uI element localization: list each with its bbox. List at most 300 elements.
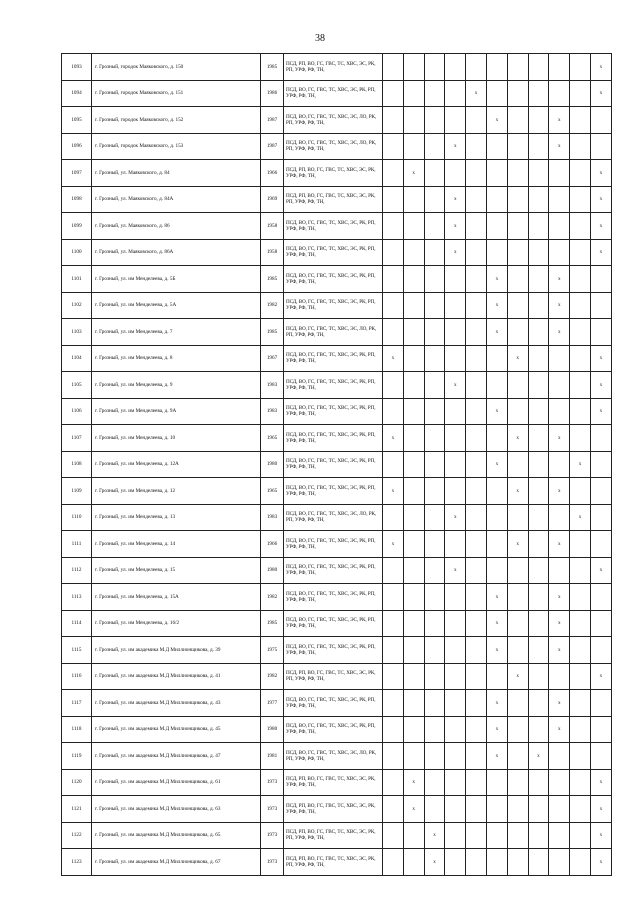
mark-cell [570, 690, 591, 717]
mark-cell [403, 319, 424, 346]
mark-cell: x [549, 133, 570, 160]
mark-cell [507, 239, 528, 266]
mark-cell [486, 557, 507, 584]
row-number-cell: 1120 [62, 769, 92, 796]
mark-cell [507, 160, 528, 187]
table-row [62, 107, 612, 134]
year-cell: 1981 [261, 743, 284, 770]
mark-cell [403, 504, 424, 531]
address-cell: г. Грозный, ул. им Менделеева, д. 13 [92, 504, 261, 531]
mark-cell: x [403, 796, 424, 823]
mark-cell: x [383, 425, 404, 452]
mark-cell [486, 239, 507, 266]
mark-cell [549, 213, 570, 240]
mark-cell [507, 690, 528, 717]
mark-cell [507, 266, 528, 293]
address-cell: г. Грозный, ул. им академика М.Д Миллионщикова, д. 65 [92, 822, 261, 849]
mark-cell [570, 319, 591, 346]
address-cell: г. Грозный, ул. им академика М.Д Миллионщикова, д. 63 [92, 796, 261, 823]
mark-cell [570, 610, 591, 637]
mark-cell [528, 663, 549, 690]
mark-cell [466, 796, 487, 823]
mark-cell [570, 107, 591, 134]
mark-cell [424, 610, 445, 637]
mark-cell: x [570, 451, 591, 478]
mark-cell: x [445, 504, 466, 531]
mark-cell [424, 796, 445, 823]
mark-cell: x [445, 186, 466, 213]
year-cell: 1958 [261, 239, 284, 266]
mark-cell [570, 239, 591, 266]
mark-cell [528, 531, 549, 558]
mark-cell [549, 557, 570, 584]
mark-cell [486, 663, 507, 690]
mark-cell: x [549, 266, 570, 293]
mark-cell [507, 292, 528, 319]
mark-cell [445, 743, 466, 770]
mark-cell [424, 266, 445, 293]
mark-cell [383, 107, 404, 134]
mark-cell [486, 531, 507, 558]
year-cell: 1983 [261, 504, 284, 531]
mark-cell [466, 186, 487, 213]
mark-cell [445, 319, 466, 346]
mark-cell [570, 769, 591, 796]
mark-cell [383, 398, 404, 425]
row-number-cell: 1117 [62, 690, 92, 717]
mark-cell [383, 796, 404, 823]
table-row [62, 133, 612, 160]
address-cell: г. Грозный, ул. им академика М.Д Миллионщикова, д. 45 [92, 716, 261, 743]
works-list-cell: ПСД, ВО, ГС, ГВС, ТС, ХВС, ЭС, РК, РП, УРФ, РФ, ТН, [284, 425, 383, 452]
works-list-cell: ПСД, ВО, ГС, ГВС, ТС, ХВС, ЭС, РК, РП, УРФ, РФ, ТН, [284, 372, 383, 399]
row-number-cell: 1100 [62, 239, 92, 266]
mark-cell: x [590, 372, 611, 399]
year-cell: 1975 [261, 637, 284, 664]
housing-works-table [61, 53, 612, 876]
address-cell: г. Грозный, городок Маяковского, д. 150 [92, 54, 261, 81]
mark-cell [383, 54, 404, 81]
works-list-cell: ПСД, ВО, ГС, ГВС, ТС, ХВС, ЭС, ЛО, РК, РП, УРФ, РФ, ТН, [284, 743, 383, 770]
mark-cell [528, 849, 549, 876]
mark-cell [466, 398, 487, 425]
mark-cell [403, 663, 424, 690]
mark-cell [570, 372, 591, 399]
mark-cell [570, 80, 591, 107]
row-number-cell: 1123 [62, 849, 92, 876]
mark-cell [549, 769, 570, 796]
table-row [62, 663, 612, 690]
mark-cell [528, 80, 549, 107]
mark-cell [403, 292, 424, 319]
mark-cell [383, 716, 404, 743]
year-cell: 1973 [261, 849, 284, 876]
year-cell: 1966 [261, 531, 284, 558]
table-row [62, 796, 612, 823]
address-cell: г. Грозный, ул. им Менделеева, д. 10 [92, 425, 261, 452]
mark-cell: x [403, 160, 424, 187]
year-cell: 1973 [261, 769, 284, 796]
mark-cell [466, 584, 487, 611]
mark-cell [424, 160, 445, 187]
mark-cell [403, 822, 424, 849]
table-row [62, 504, 612, 531]
mark-cell [383, 822, 404, 849]
mark-cell [466, 769, 487, 796]
mark-cell [445, 637, 466, 664]
mark-cell [424, 531, 445, 558]
mark-cell [507, 557, 528, 584]
mark-cell [466, 504, 487, 531]
row-number-cell: 1121 [62, 796, 92, 823]
mark-cell [590, 743, 611, 770]
address-cell: г. Грозный, ул. им академика М.Д Миллионщикова, д. 39 [92, 637, 261, 664]
mark-cell [590, 637, 611, 664]
year-cell: 1985 [261, 266, 284, 293]
year-cell: 1982 [261, 584, 284, 611]
mark-cell [528, 504, 549, 531]
mark-cell [383, 213, 404, 240]
mark-cell [570, 584, 591, 611]
mark-cell [570, 266, 591, 293]
address-cell: г. Грозный, ул. Маяковского, д. 86А [92, 239, 261, 266]
mark-cell [507, 54, 528, 81]
year-cell: 1985 [261, 54, 284, 81]
mark-cell [403, 372, 424, 399]
mark-cell [528, 451, 549, 478]
mark-cell [424, 716, 445, 743]
mark-cell: x [507, 478, 528, 505]
mark-cell [570, 398, 591, 425]
table-row [62, 160, 612, 187]
mark-cell [383, 266, 404, 293]
mark-cell: x [424, 849, 445, 876]
table-row [62, 266, 612, 293]
mark-cell [590, 266, 611, 293]
mark-cell [528, 345, 549, 372]
mark-cell [403, 478, 424, 505]
mark-cell [549, 822, 570, 849]
mark-cell [466, 319, 487, 346]
mark-cell [445, 54, 466, 81]
mark-cell [528, 54, 549, 81]
mark-cell [424, 743, 445, 770]
works-list-cell: ПСД, РП, ВО, ГС, ГВС, ТС, ХВС, ЭС, РК, РП, УРФ, РФ, ТН, [284, 822, 383, 849]
mark-cell [570, 425, 591, 452]
mark-cell [424, 372, 445, 399]
mark-cell [424, 133, 445, 160]
address-cell: г. Грозный, ул. Маяковского, д. 84А [92, 186, 261, 213]
table-row [62, 716, 612, 743]
mark-cell [403, 80, 424, 107]
mark-cell [528, 478, 549, 505]
row-number-cell: 1105 [62, 372, 92, 399]
row-number-cell: 1094 [62, 80, 92, 107]
mark-cell: x [486, 266, 507, 293]
address-cell: г. Грозный, ул. им академика М.Д Миллионщикова, д. 41 [92, 663, 261, 690]
mark-cell: x [445, 557, 466, 584]
mark-cell: x [590, 796, 611, 823]
year-cell: 1983 [261, 372, 284, 399]
mark-cell [466, 107, 487, 134]
mark-cell [549, 398, 570, 425]
mark-cell [528, 610, 549, 637]
works-list-cell: ПСД, РП, ВО, ГС, ГВС, ТС, ХВС, ЭС, РК, РП, УРФ, РФ, ТН, [284, 54, 383, 81]
works-list-cell: ПСД, ВО, ГС, ГВС, ТС, ХВС, ЭС, ЛО, РК, РП, УРФ, РФ, ТН, [284, 504, 383, 531]
mark-cell [466, 266, 487, 293]
year-cell: 1987 [261, 107, 284, 134]
table-row [62, 769, 612, 796]
mark-cell [549, 796, 570, 823]
mark-cell [590, 107, 611, 134]
mark-cell [549, 239, 570, 266]
mark-cell [403, 133, 424, 160]
address-cell: г. Грозный, ул. Маяковского, д. 84 [92, 160, 261, 187]
row-number-cell: 1101 [62, 266, 92, 293]
mark-cell [424, 213, 445, 240]
mark-cell: x [507, 663, 528, 690]
year-cell: 1977 [261, 690, 284, 717]
mark-cell [466, 372, 487, 399]
mark-cell [528, 107, 549, 134]
works-list-cell: ПСД, ВО, ГС, ГВС, ТС, ХВС, ЭС, РК, РП, УРФ, РФ, ТН, [284, 345, 383, 372]
mark-cell [383, 584, 404, 611]
mark-cell [383, 133, 404, 160]
works-list-cell: ПСД, ВО, ГС, ГВС, ТС, ХВС, ЭС, РК, РП, УРФ, РФ, ТН, [284, 80, 383, 107]
mark-cell [466, 716, 487, 743]
mark-cell: x [486, 319, 507, 346]
works-list-cell: ПСД, РП, ВО, ГС, ГВС, ТС, ХВС, ЭС, РК, РП, УРФ, РФ, ТН, [284, 186, 383, 213]
mark-cell: x [590, 345, 611, 372]
mark-cell [424, 663, 445, 690]
mark-cell [445, 690, 466, 717]
works-list-cell: ПСД, ВО, ГС, ГВС, ТС, ХВС, ЭС, ЛО, РК, РП, УРФ, РФ, ТН, [284, 133, 383, 160]
row-number-cell: 1108 [62, 451, 92, 478]
mark-cell: x [445, 239, 466, 266]
row-number-cell: 1093 [62, 54, 92, 81]
mark-cell [590, 133, 611, 160]
mark-cell [445, 584, 466, 611]
mark-cell [403, 54, 424, 81]
mark-cell [486, 769, 507, 796]
mark-cell [424, 637, 445, 664]
mark-cell [486, 504, 507, 531]
mark-cell [549, 372, 570, 399]
works-list-cell: ПСД, ВО, ГС, ГВС, ТС, ХВС, ЭС, РК, РП, УРФ, РФ, ТН, [284, 239, 383, 266]
table-row [62, 80, 612, 107]
address-cell: г. Грозный, ул. им Менделеева, д. 12 [92, 478, 261, 505]
mark-cell [590, 478, 611, 505]
mark-cell [445, 451, 466, 478]
works-list-cell: ПСД, РП, ВО, ГС, ГВС, ТС, ХВС, ЭС, РК, УРФ, РФ, ТН, [284, 796, 383, 823]
mark-cell [570, 822, 591, 849]
mark-cell [445, 822, 466, 849]
mark-cell [549, 663, 570, 690]
mark-cell [549, 80, 570, 107]
row-number-cell: 1103 [62, 319, 92, 346]
row-number-cell: 1102 [62, 292, 92, 319]
mark-cell [528, 769, 549, 796]
mark-cell [507, 849, 528, 876]
row-number-cell: 1116 [62, 663, 92, 690]
mark-cell [445, 769, 466, 796]
mark-cell: x [590, 849, 611, 876]
row-number-cell: 1110 [62, 504, 92, 531]
mark-cell [507, 584, 528, 611]
mark-cell [528, 186, 549, 213]
mark-cell [549, 849, 570, 876]
mark-cell [403, 425, 424, 452]
mark-cell [528, 584, 549, 611]
table-row [62, 213, 612, 240]
table-row [62, 292, 612, 319]
mark-cell: x [445, 213, 466, 240]
mark-cell: x [507, 425, 528, 452]
mark-cell [570, 160, 591, 187]
mark-cell [445, 292, 466, 319]
mark-cell [445, 266, 466, 293]
mark-cell [466, 637, 487, 664]
mark-cell [445, 425, 466, 452]
mark-cell [528, 398, 549, 425]
mark-cell [445, 716, 466, 743]
mark-cell [403, 637, 424, 664]
year-cell: 1965 [261, 425, 284, 452]
address-cell: г. Грозный, ул. им академика М.Д Миллионщикова, д. 43 [92, 690, 261, 717]
mark-cell [549, 345, 570, 372]
year-cell: 1983 [261, 398, 284, 425]
year-cell: 1966 [261, 160, 284, 187]
mark-cell: x [486, 743, 507, 770]
mark-cell [445, 160, 466, 187]
mark-cell [486, 186, 507, 213]
table-row [62, 425, 612, 452]
table-row [62, 478, 612, 505]
mark-cell [528, 239, 549, 266]
mark-cell [528, 213, 549, 240]
table-row [62, 319, 612, 346]
mark-cell [466, 160, 487, 187]
table-body [62, 54, 612, 876]
row-number-cell: 1106 [62, 398, 92, 425]
mark-cell [424, 398, 445, 425]
mark-cell: x [590, 822, 611, 849]
mark-cell: x [424, 822, 445, 849]
mark-cell: x [590, 186, 611, 213]
mark-cell [466, 822, 487, 849]
mark-cell: x [590, 398, 611, 425]
mark-cell [549, 504, 570, 531]
mark-cell [466, 54, 487, 81]
address-cell: г. Грозный, городок Маяковского, д. 152 [92, 107, 261, 134]
mark-cell [383, 769, 404, 796]
mark-cell [528, 637, 549, 664]
mark-cell: x [590, 54, 611, 81]
mark-cell [570, 663, 591, 690]
mark-cell: x [549, 319, 570, 346]
mark-cell: x [466, 80, 487, 107]
year-cell: 1969 [261, 186, 284, 213]
address-cell: г. Грозный, ул. им Менделеева, д. 8 [92, 345, 261, 372]
mark-cell [445, 398, 466, 425]
mark-cell [570, 213, 591, 240]
works-list-cell: ПСД, ВО, ГС, ГВС, ТС, ХВС, ЭС, РК, РП, УРФ, РФ, ТН, [284, 398, 383, 425]
table-row [62, 557, 612, 584]
row-number-cell: 1097 [62, 160, 92, 187]
mark-cell: x [549, 107, 570, 134]
mark-cell [507, 743, 528, 770]
mark-cell: x [383, 345, 404, 372]
address-cell: г. Грозный, ул. им Менделеева, д. 5Б [92, 266, 261, 293]
mark-cell [424, 584, 445, 611]
mark-cell [466, 663, 487, 690]
works-list-cell: ПСД, ВО, ГС, ГВС, ТС, ХВС, ЭС, ЛО, РК, РП, УРФ, РФ, ТН, [284, 319, 383, 346]
mark-cell [403, 239, 424, 266]
mark-cell [507, 504, 528, 531]
works-list-cell: ПСД, ВО, ГС, ГВС, ТС, ХВС, ЭС, РК, РП, УРФ, РФ, ТН, [284, 292, 383, 319]
mark-cell: x [590, 213, 611, 240]
row-number-cell: 1111 [62, 531, 92, 558]
mark-cell [590, 319, 611, 346]
table-row [62, 451, 612, 478]
mark-cell [466, 133, 487, 160]
mark-cell [424, 504, 445, 531]
table-row [62, 743, 612, 770]
mark-cell [590, 425, 611, 452]
mark-cell [424, 478, 445, 505]
mark-cell [383, 186, 404, 213]
address-cell: г. Грозный, ул. им академика М.Д Миллионщикова, д. 47 [92, 743, 261, 770]
mark-cell [486, 80, 507, 107]
mark-cell [590, 292, 611, 319]
mark-cell [424, 425, 445, 452]
mark-cell: x [549, 292, 570, 319]
year-cell: 1965 [261, 478, 284, 505]
mark-cell [528, 292, 549, 319]
mark-cell [403, 849, 424, 876]
mark-cell [424, 319, 445, 346]
mark-cell: x [486, 107, 507, 134]
mark-cell [403, 345, 424, 372]
mark-cell [528, 716, 549, 743]
mark-cell: x [590, 557, 611, 584]
year-cell: 1980 [261, 716, 284, 743]
mark-cell: x [486, 716, 507, 743]
mark-cell [528, 133, 549, 160]
mark-cell [403, 398, 424, 425]
mark-cell: x [549, 610, 570, 637]
mark-cell [486, 822, 507, 849]
row-number-cell: 1095 [62, 107, 92, 134]
mark-cell [445, 107, 466, 134]
year-cell: 1982 [261, 292, 284, 319]
mark-cell [570, 849, 591, 876]
year-cell: 1958 [261, 213, 284, 240]
mark-cell [466, 557, 487, 584]
mark-cell: x [590, 80, 611, 107]
mark-cell: x [507, 531, 528, 558]
mark-cell: x [486, 451, 507, 478]
mark-cell [383, 372, 404, 399]
mark-cell [507, 451, 528, 478]
mark-cell [383, 239, 404, 266]
mark-cell [486, 54, 507, 81]
mark-cell [466, 531, 487, 558]
mark-cell [403, 743, 424, 770]
mark-cell [424, 239, 445, 266]
address-cell: г. Грозный, ул. им Менделеева, д. 9А [92, 398, 261, 425]
mark-cell [590, 531, 611, 558]
